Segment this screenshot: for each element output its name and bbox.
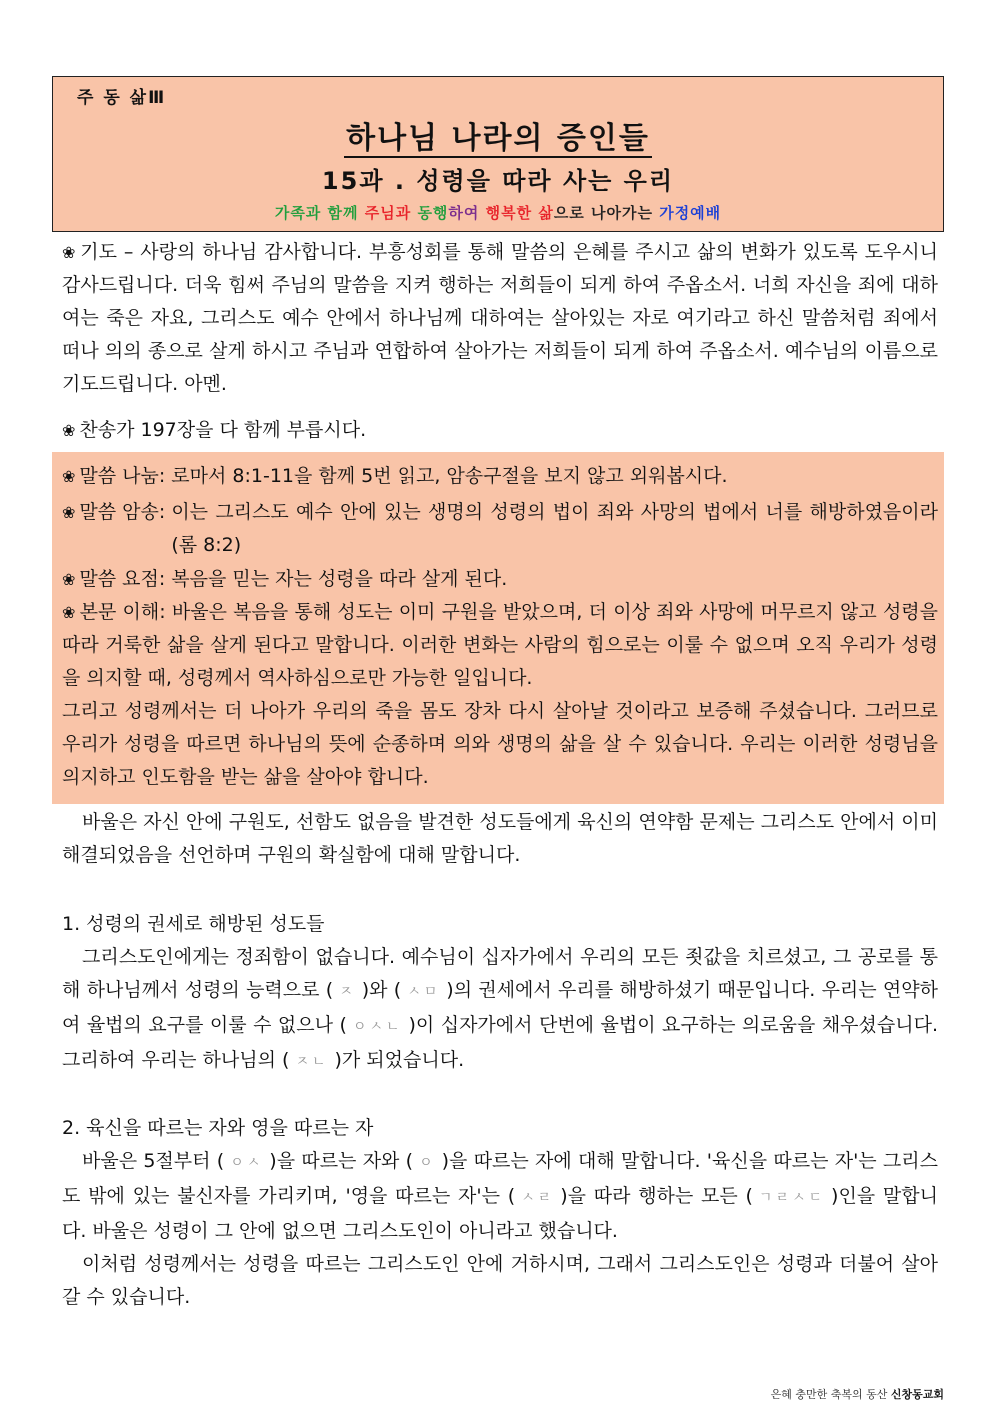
section-2-body: [62, 1145, 938, 1248]
memory-text: 이는 그리스도 예수 안에 있는 생명의 성령의 법이 죄와 사망의 법에서 너를 해방하였음이라(롬 8:2): [171, 501, 938, 556]
text-span: )인을 말합니다. 바울은 성령이 그 안에 없으면 그리스도인이 아니라고 했습니다.: [62, 1185, 938, 1242]
section-1-body: [62, 941, 938, 1079]
footer-slogan: 은혜 충만한 축복의 동산: [770, 1388, 888, 1401]
word-memory: [62, 496, 938, 562]
memory-label: 말씀 암송:: [79, 501, 166, 523]
flower-icon: ❀: [62, 570, 76, 589]
section-1-heading: 1. 성령의 권세로 해방된 성도들: [62, 913, 325, 935]
section-2-closing: 이처럼 성령께서는 성령을 따르는 그리스도인 안에 거하시며, 그래서 그리스도인은 성령과 더불어 살아갈 수 있습니다.: [62, 1253, 938, 1308]
motto-segment: 행복한 삶: [485, 204, 554, 222]
motto: [53, 202, 943, 223]
text-span: )와 (: [361, 979, 402, 1001]
blank-3: ㅇㅅㄴ: [352, 1019, 403, 1035]
intro-text: 바울은 자신 안에 구원도, 선함도 없음을 발견한 성도들에게 육신의 연약함 문제는 그리스도 안에서 이미 해결되었음을 선언하며 구원의 확실함에 대해 말합니다.: [62, 811, 938, 866]
motto-segment: 함께: [327, 204, 365, 222]
blank-2: ㅅㅁ: [407, 984, 441, 1000]
understanding-text: 본문 이해: 바울은 복음을 통해 성도는 이미 구원을 받았으며, 더 이상 죄와 사망에 머무르지 않고 성령을 따라 거룩한 삶을 살게 된다고 말합니다. 이러한 변화는 사람의 힘으로는 이룰 수 없으며 오직 우리가 성령을 의지할 때, 성령께서 역사하심으로만 가능한 일입니다.: [62, 601, 939, 689]
text-span: )가 되었습니다.: [334, 1049, 465, 1071]
text-span: )이 십자가에서 단번에 율법이 요구하는 의로움을 채우셨습니다. 그리하여 우리는 하나님의 (: [62, 1014, 938, 1071]
motto-segment: 으로 나아가는: [553, 204, 660, 222]
flower-icon: ❀: [62, 603, 76, 622]
prayer-paragraph: [62, 236, 938, 401]
intro-paragraph: [62, 806, 938, 872]
motto-segment: 동행: [417, 204, 449, 222]
series-label: 주 동 삶Ⅲ: [77, 88, 167, 108]
motto-segment: 가정예배: [659, 204, 722, 222]
section-1: [62, 908, 938, 1079]
flower-icon: ❀: [62, 467, 76, 486]
header-box: [52, 76, 944, 232]
prayer-text: 기도 – 사랑의 하나님 감사합니다. 부흥성회를 통해 말씀의 은혜를 주시고 삶의 변화가 있도록 도우시니 감사드립니다. 더욱 힘써 주님의 말씀을 지켜 행하는 저희들이 되게 하여 주옵소서. 너희 자신을 죄에 대하여는 죽은 자요, 그리스도 예수 안에서 하나님께 대하여는 살아있는 자로 여기라고 하신 말씀처럼 죄에서 떠나 의의 종으로 살게 하시고 주님과 연합하여 살아가는 저희들이 되게 하여 주옵소서. 예수님의 이름으로 기도드립니다. 아멘.: [62, 241, 938, 395]
word-summary: [62, 563, 938, 596]
blank-8: ㄱㄹㅅㄷ: [758, 1190, 826, 1206]
flower-icon: ❀: [62, 243, 77, 262]
text-span: )의 권세에서 우리를 해방하셨기 때문입니다. 우리는 연약하여 율법의 요구를 이룰 수 없으나 (: [62, 979, 938, 1036]
blank-4: ㅈㄴ: [295, 1054, 329, 1070]
motto-segment: 하여: [448, 204, 486, 222]
text-span: 바울은 5절부터 (: [82, 1150, 225, 1172]
motto-segment: 가족과: [274, 204, 328, 222]
footer: [771, 1386, 944, 1402]
section-2-heading: 2. 육신을 따르는 자와 영을 따르는 자: [62, 1117, 374, 1139]
blank-6: ㅇ: [419, 1155, 436, 1171]
section-2: [62, 1112, 938, 1314]
church-name: 신창동교회: [890, 1388, 944, 1401]
blank-7: ㅅㄹ: [521, 1190, 555, 1206]
word-understanding: [62, 596, 938, 794]
understanding-text-2: 그리고 성령께서는 더 나아가 우리의 죽을 몸도 장차 다시 살아날 것이라고 보증해 주셨습니다. 그러므로 우리가 성령을 따르면 하나님의 뜻에 순종하며 의와 생명의 삶을 살 수 있습니다. 우리는 이러한 성령님을 의지하고 인도함을 받는 삶을 살아야 합니다.: [62, 700, 938, 788]
flower-icon: ❀: [62, 503, 76, 522]
summary-text: 말씀 요점: 복음을 믿는 자는 성령을 따라 살게 된다.: [79, 568, 508, 590]
page-title: [53, 113, 943, 157]
hymn-text: 찬송가 197장을 다 함께 부릅시다.: [79, 419, 367, 441]
text-span: )을 따라 행하는 모든 (: [560, 1185, 753, 1207]
text-span: )을 따르는 자와 (: [269, 1150, 414, 1172]
text-span: )을 따르는 자에 대해 말합니다. '육신을 따르는 자'는 그리스도 밖에 있는 불신자를 가리키며, '영을 따르는 자'는 (: [62, 1150, 938, 1207]
word-reading: [62, 460, 938, 493]
hymn-line: [62, 414, 938, 447]
motto-segment: 주님과: [364, 204, 418, 222]
title-text: 하나님 나라의 증인들: [346, 121, 650, 156]
reading-text: 말씀 나눔: 로마서 8:1-11을 함께 5번 읽고, 암송구절을 보지 않고 외워봅시다.: [79, 465, 728, 487]
blank-1: ㅈ: [339, 984, 356, 1000]
flower-icon: ❀: [62, 421, 76, 440]
blank-5: ㅇㅅ: [230, 1155, 264, 1171]
lesson-title: 15과 . 성령을 따라 사는 우리: [321, 167, 675, 195]
text-span: 그리스도인에게는 정죄함이 없습니다. 예수님이 십자가에서 우리의 모든 죗값을 치르셨고, 그 공로를 통해 하나님께서 성령의 능력으로 (: [62, 946, 938, 1001]
